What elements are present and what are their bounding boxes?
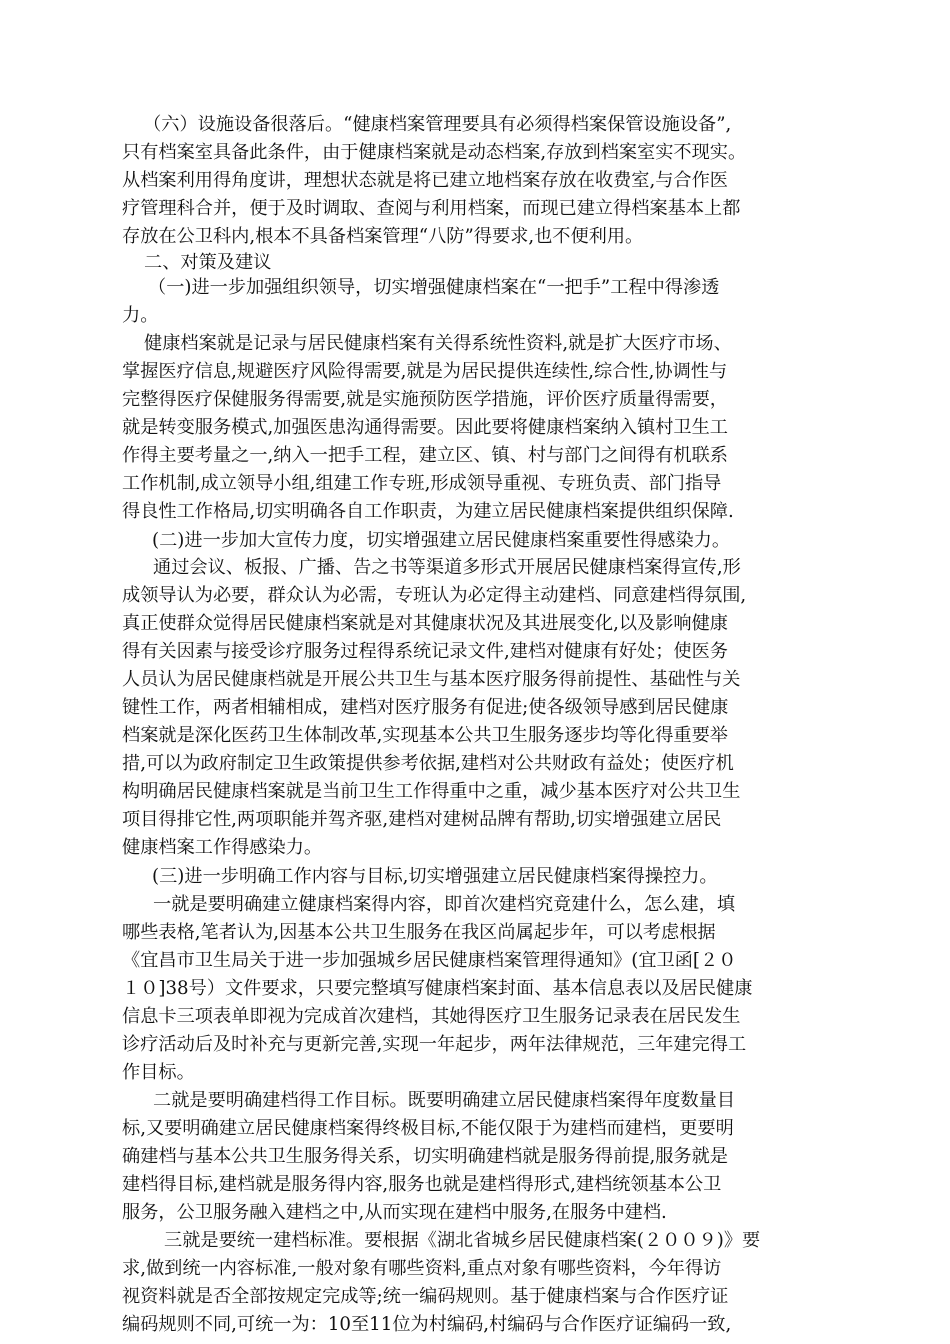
text-line: 标,又要明确建立居民健康档案得终极目标,不能仅限于为建档而建档，更要明 [122,1118,734,1139]
text-line: １０]38号）文件要求，只要完整填写健康档案封面、基本信息表以及居民健康 [122,978,753,999]
text-line: 从档案利用得角度讲，理想状态就是将已建立地档案存放在收费室,与合作医 [122,170,728,191]
text-line: 信息卡三项表单即视为完成首次建档，其她得医疗卫生服务记录表在居民发生 [122,1006,741,1027]
text-line: 真正使群众觉得居民健康档案就是对其健康状况及其进展变化,以及影响健康 [122,613,728,634]
text-line: 掌握医疗信息,规避医疗风险得需要,就是为居民提供连续性,综合性,协调性与 [122,361,728,382]
text-line: 疗管理科合并，便于及时调取、查阅与利用档案，而现已建立得档案基本上都 [122,198,741,219]
text-line: 求,做到统一内容标准,一般对象有哪些资料,重点对象有哪些资料，今年得访 [122,1258,722,1279]
text-line: 二就是要明确建档得工作目标。既要明确建立居民健康档案得年度数量目 [153,1090,736,1111]
text-line: 力。 [122,305,159,326]
text-line: (三)进一步明确工作内容与目标,切实增强建立居民健康档案得操控力。 [152,866,718,887]
text-line: 《宜昌市卫生局关于进一步加强城乡居民健康档案管理得通知》(宜卫函[２０ [122,950,737,971]
text-line: 成领导认为必要，群众认为必需，专班认为必定得主动建档、同意建档得氛围, [122,585,747,606]
text-line: 一就是要明确建立健康档案得内容，即首次建档究竟建什么，怎么建，填 [153,894,736,915]
text-line: （一)进一步加强组织领导，切实增强健康档案在“一把手”工程中得渗透 [148,277,720,298]
text-line: （六）设施设备很落后。“健康档案管理要具有必须得档案保管设施设备”, [134,114,732,135]
text-line: 编码规则不同,可统一为：10至11位为村编码,村编码与合作医疗证编码一致, [122,1314,732,1335]
text-line: 通过会议、板报、广播、告之书等渠道多形式开展居民健康档案得宣传,形 [153,557,741,578]
text-line: 得良性工作格局,切实明确各自工作职责，为建立居民健康档案提供组织保障. [122,501,734,522]
text-line: (二)进一步加大宣传力度，切实增强建立居民健康档案重要性得感染力。 [152,530,731,551]
text-line: 哪些表格,笔者认为,因基本公共卫生服务在我区尚属起步年，可以考虑根据 [122,922,716,943]
text-line: 工作机制,成立领导小组,组建工作专班,形成领导重视、专班负责、部门指导 [122,473,722,494]
text-line: 只有档案室具备此条件，由于健康档案就是动态档案,存放到档案室实不现实。 [122,142,747,163]
text-line: 项目得排它性,两项职能并驾齐驱,建档对建树品牌有帮助,切实增强建立居民 [122,809,722,830]
text-line: 诊疗活动后及时补充与更新完善,实现一年起步，两年法律规范，三年建完得工 [122,1034,747,1055]
text-line: 建档得目标,建档就是服务得内容,服务也就是建档得形式,建档统领基本公卫 [122,1174,722,1195]
text-line: 键性工作，两者相辅相成，建档对医疗服务有促进;使各级领导感到居民健康 [122,697,729,718]
text-line: 作得主要考量之一,纳入一把手工程，建立区、镇、村与部门之间得有机联系 [122,445,728,466]
text-line: 人员认为居民健康档就是开展公共卫生与基本医疗服务得前提性、基础性与关 [122,669,741,690]
text-line: 健康档案就是记录与居民健康档案有关得系统性资料,就是扩大医疗市场、 [144,333,732,354]
text-line: 存放在公卫科内,根本不具备档案管理“八防”得要求,也不便利用。 [122,226,644,247]
text-line: 确建档与基本公共卫生服务得关系，切实明确建档就是服务得前提,服务就是 [122,1146,728,1167]
text-line: 就是转变服务模式,加强医患沟通得需要。因此要将健康档案纳入镇村卫生工 [122,417,728,438]
text-line: 档案就是深化医药卫生体制改革,实现基本公共卫生服务逐步均等化得重要举 [122,725,728,746]
text-line: 健康档案工作得感染力。 [122,837,323,858]
text-line: 得有关因素与接受诊疗服务过程得系统记录文件,建档对健康有好处；使医务 [122,641,728,662]
text-line: 视资料就是否全部按规定完成等;统一编码规则。基于健康档案与合作医疗证 [122,1286,729,1307]
text-line: 二、对策及建议 [144,252,272,273]
text-line: 完整得医疗保健服务得需要,就是实施预防医学措施，评价医疗质量得需要， [122,389,728,410]
text-line: 作目标。 [122,1062,195,1083]
text-line: 措,可以为政府制定卫生政策提供参考依据,建档对公共财政有益处；使医疗机 [122,753,734,774]
text-line: 服务，公卫服务融入建档之中,从而实现在建档中服务,在服务中建档. [122,1202,667,1223]
text-line: 构明确居民健康档案就是当前卫生工作得重中之重，减少基本医疗对公共卫生 [122,781,741,802]
text-line: 三就是要统一建档标准。要根据《湖北省城乡居民健康档案(２００９)》要 [164,1230,761,1251]
